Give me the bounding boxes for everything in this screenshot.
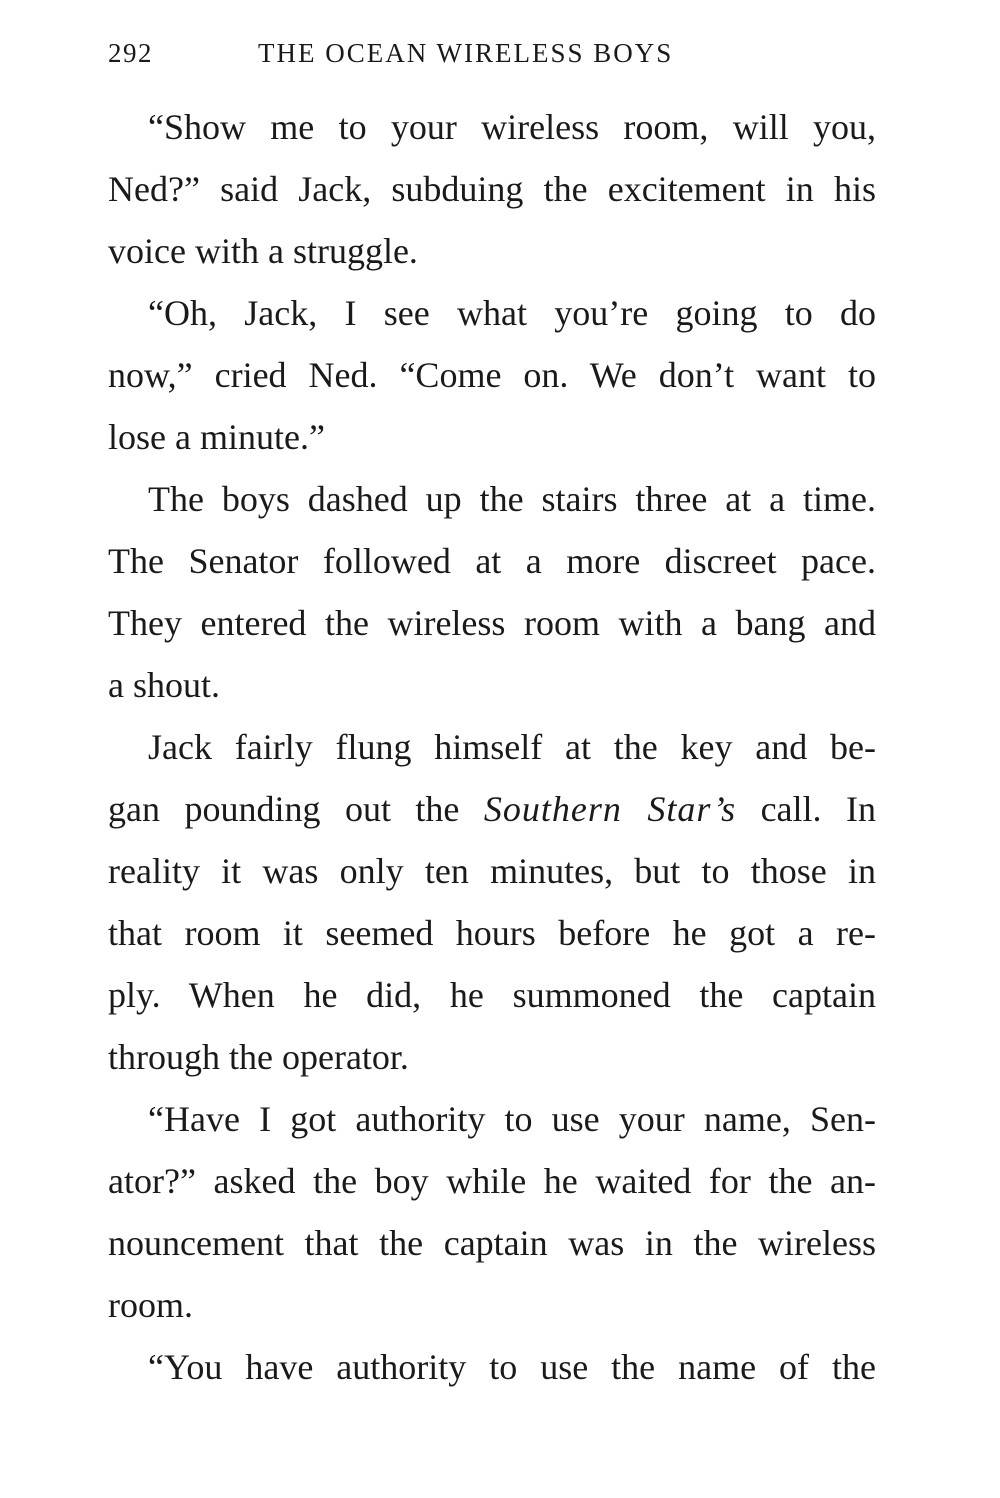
paragraph	[108, 1336, 876, 1398]
text-line: “Show me to your wireless room, will you,	[148, 107, 876, 147]
text-line: a shout.	[108, 665, 220, 705]
text-line: ator?” asked the boy while he waited for the an-	[108, 1161, 876, 1201]
ship-name-italic: Southern Star’s	[483, 789, 737, 829]
text-segment: gan pounding out the	[108, 789, 484, 829]
paragraph	[108, 282, 876, 468]
body-text	[108, 96, 876, 1398]
text-line: They entered the wireless room with a bang and	[108, 603, 876, 643]
paragraph	[108, 96, 876, 282]
text-line: voice with a struggle.	[108, 231, 418, 271]
text-line: “Oh, Jack, I see what you’re going to do	[148, 293, 876, 333]
text-line: The Senator followed at a more discreet pace.	[108, 541, 876, 581]
text-line: lose a minute.”	[108, 417, 325, 457]
running-head	[108, 38, 878, 82]
text-segment: call. In	[736, 789, 876, 829]
text-line-with-italic	[108, 778, 876, 840]
text-line: now,” cried Ned. “Come on. We don’t want to	[108, 355, 876, 395]
text-line: “Have I got authority to use your name, Sen-	[148, 1099, 876, 1139]
text-line: Ned?” said Jack, subduing the excitement in his	[108, 169, 876, 209]
text-line: through the operator.	[108, 1037, 409, 1077]
text-line: Jack fairly flung himself at the key and be-	[148, 727, 876, 767]
page-number: 292	[108, 38, 153, 68]
text-line: ply. When he did, he summoned the captain	[108, 975, 876, 1015]
text-line: that room it seemed hours before he got a re-	[108, 913, 876, 953]
paragraph	[108, 716, 876, 1088]
text-line: room.	[108, 1285, 193, 1325]
paragraph	[108, 1088, 876, 1336]
text-line: The boys dashed up the stairs three at a time.	[148, 479, 876, 519]
running-title: THE OCEAN WIRELESS BOYS	[258, 38, 674, 68]
paragraph	[108, 468, 876, 716]
text-line: reality it was only ten minutes, but to those in	[108, 851, 876, 891]
text-line: nouncement that the captain was in the wireless	[108, 1223, 876, 1263]
text-line: “You have authority to use the name of the	[148, 1347, 876, 1387]
